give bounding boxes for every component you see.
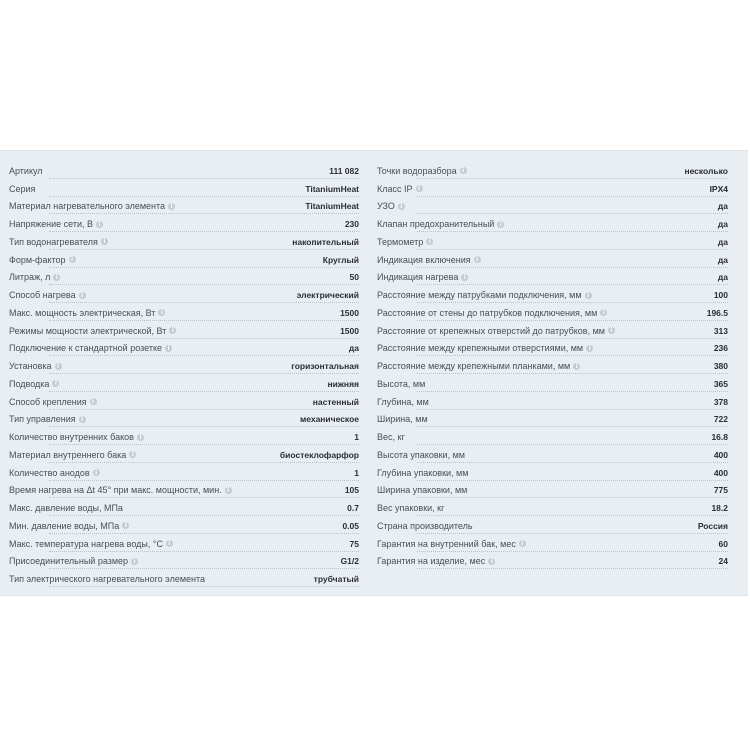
info-icon[interactable]: i — [79, 292, 86, 299]
info-icon[interactable]: i — [52, 380, 59, 387]
spec-row — [377, 446, 728, 464]
spec-label — [377, 432, 408, 442]
info-icon[interactable]: i — [573, 363, 580, 370]
spec-label — [9, 539, 176, 549]
spec-value: 75 — [347, 539, 359, 549]
spec-row — [377, 198, 728, 216]
spec-label — [9, 414, 89, 424]
spec-label — [9, 556, 141, 566]
spec-label — [377, 343, 596, 353]
spec-row — [9, 286, 359, 304]
spec-row — [377, 393, 728, 411]
spec-row — [9, 375, 359, 393]
spec-value: да — [715, 201, 728, 211]
info-icon[interactable]: i — [586, 345, 593, 352]
spec-row — [9, 553, 359, 571]
spec-value: нижняя — [325, 379, 359, 389]
spec-value: электрический — [294, 290, 359, 300]
spec-value: 230 — [342, 219, 359, 229]
spec-value: 365 — [711, 379, 728, 389]
spec-label — [9, 272, 63, 282]
spec-label — [377, 361, 583, 371]
info-icon[interactable]: i — [519, 540, 526, 547]
spec-label-text: Макс. давление воды, МПа — [9, 503, 123, 514]
spec-row — [9, 482, 359, 500]
spec-label — [377, 397, 432, 407]
info-icon[interactable]: i — [497, 221, 504, 228]
spec-label — [377, 290, 595, 300]
spec-label-text: УЗО — [377, 201, 395, 212]
spec-value: 1500 — [337, 308, 359, 318]
info-icon[interactable]: i — [69, 256, 76, 263]
spec-label-text: Присоединительный размер — [9, 556, 129, 567]
spec-label-text: Глубина, мм — [377, 396, 429, 407]
spec-value: 111 082 — [326, 166, 359, 176]
spec-row — [9, 428, 359, 446]
spec-label-text: Гарантия на изделие, мес — [377, 556, 486, 567]
spec-label-text: Подключение к стандартной розетке — [9, 343, 162, 354]
info-icon[interactable]: i — [122, 522, 129, 529]
spec-value: 50 — [347, 272, 359, 282]
spec-value: 380 — [711, 361, 728, 371]
spec-row — [9, 393, 359, 411]
spec-label — [9, 308, 168, 318]
info-icon[interactable]: i — [101, 238, 108, 245]
spec-label-text: Высота упаковки, мм — [377, 449, 465, 460]
spec-label-text: Тип электрического нагревательного элемента — [9, 574, 206, 585]
spec-label-text: Гарантия на внутренний бак, мес — [377, 538, 516, 549]
spec-row — [9, 198, 359, 216]
spec-value: 400 — [711, 450, 728, 460]
spec-row — [377, 162, 728, 180]
spec-label-text: Количество анодов — [9, 467, 90, 478]
spec-label-text: Режимы мощности электрической, Вт — [9, 325, 167, 336]
info-icon[interactable]: i — [398, 203, 405, 210]
spec-label — [9, 184, 38, 194]
spec-label — [9, 326, 179, 336]
spec-row — [377, 482, 728, 500]
spec-label — [377, 201, 408, 211]
spec-label — [377, 379, 428, 389]
spec-label — [9, 503, 126, 513]
spec-label — [377, 414, 431, 424]
info-icon[interactable]: i — [53, 274, 60, 281]
spec-row — [377, 215, 728, 233]
spec-value: накопительный — [289, 237, 359, 247]
info-icon[interactable]: i — [488, 558, 495, 565]
spec-label — [9, 166, 46, 176]
spec-label — [377, 503, 447, 513]
info-icon[interactable]: i — [416, 185, 423, 192]
info-icon[interactable]: i — [90, 398, 97, 405]
spec-value: 1 — [351, 432, 359, 442]
spec-value: 775 — [711, 485, 728, 495]
spec-value: IPX4 — [707, 184, 728, 194]
spec-label-text: Материал внутреннего бака — [9, 449, 127, 460]
spec-label — [377, 255, 484, 265]
spec-row — [9, 322, 359, 340]
info-icon[interactable]: i — [474, 256, 481, 263]
spec-label — [9, 237, 111, 247]
spec-label-text: Расстояние от крепежных отверстий до патрубков, мм — [377, 325, 605, 336]
spec-value: TitaniumHeat — [302, 201, 359, 211]
spec-label-text: Артикул — [9, 165, 43, 176]
spec-row — [377, 340, 728, 358]
spec-label — [377, 272, 471, 282]
spec-label-text: Макс. мощность электрическая, Вт — [9, 307, 156, 318]
spec-row — [9, 446, 359, 464]
spec-label-text: Время нагрева на Δt 45° при макс. мощности, мин. — [9, 485, 222, 496]
spec-row — [9, 304, 359, 322]
spec-label-text: Количество внутренних баков — [9, 432, 134, 443]
spec-row — [9, 499, 359, 517]
spec-row — [377, 233, 728, 251]
spec-label-text: Способ крепления — [9, 396, 87, 407]
info-icon[interactable]: i — [96, 221, 103, 228]
info-icon[interactable]: i — [93, 469, 100, 476]
spec-label — [377, 237, 436, 247]
spec-row — [377, 428, 728, 446]
spec-label-text: Ширина, мм — [377, 414, 428, 425]
spec-label-text: Вес упаковки, кг — [377, 503, 445, 514]
spec-label-text: Вес, кг — [377, 432, 405, 443]
info-icon[interactable]: i — [79, 416, 86, 423]
spec-label-text: Материал нагревательного элемента — [9, 201, 166, 212]
spec-label-text: Расстояние от стены до патрубков подключения, мм — [377, 307, 598, 318]
spec-value: да — [715, 219, 728, 229]
spec-value: механическое — [297, 414, 359, 424]
spec-label-text: Серия — [9, 183, 36, 194]
spec-row — [377, 286, 728, 304]
spec-label — [377, 521, 476, 531]
spec-row — [9, 570, 359, 588]
info-icon[interactable]: i — [168, 203, 175, 210]
spec-row — [377, 304, 728, 322]
spec-label — [377, 184, 426, 194]
spec-value: 236 — [711, 343, 728, 353]
specifications-panel — [0, 150, 748, 596]
spec-label — [377, 539, 529, 549]
info-icon[interactable]: i — [158, 309, 165, 316]
spec-row — [377, 411, 728, 429]
spec-label-text: Макс. температура нагрева воды, °С — [9, 538, 163, 549]
spec-label-text: Ширина упаковки, мм — [377, 485, 468, 496]
spec-value: 16.8 — [708, 432, 728, 442]
spec-label-text: Тип управления — [9, 414, 76, 425]
spec-label — [9, 432, 147, 442]
spec-row — [377, 553, 728, 571]
info-icon[interactable]: i — [129, 451, 136, 458]
spec-label — [377, 166, 470, 176]
spec-value: да — [715, 272, 728, 282]
specs-column-right — [377, 162, 728, 570]
spec-label-text: Глубина упаковки, мм — [377, 467, 469, 478]
spec-value: 722 — [711, 414, 728, 424]
spec-value: 196.5 — [704, 308, 728, 318]
spec-label-text: Форм-фактор — [9, 254, 66, 265]
spec-value: 400 — [711, 468, 728, 478]
spec-label — [377, 485, 470, 495]
spec-value: 18.2 — [708, 503, 728, 513]
spec-label-text: Страна производитель — [377, 520, 473, 531]
spec-value: TitaniumHeat — [302, 184, 359, 194]
spec-label — [377, 556, 498, 566]
spec-row — [9, 340, 359, 358]
spec-row — [9, 162, 359, 180]
info-icon[interactable]: i — [600, 309, 607, 316]
spec-label — [9, 343, 175, 353]
spec-label — [9, 379, 62, 389]
info-icon[interactable]: i — [169, 327, 176, 334]
spec-value: 105 — [342, 485, 359, 495]
spec-row — [377, 375, 728, 393]
spec-label-text: Клапан предохранительный — [377, 219, 495, 230]
spec-value: G1/2 — [338, 556, 359, 566]
info-icon[interactable]: i — [608, 327, 615, 334]
spec-value: 1 — [351, 468, 359, 478]
spec-value: 100 — [711, 290, 728, 300]
spec-label — [9, 485, 235, 495]
spec-value: 1500 — [337, 326, 359, 336]
spec-label — [9, 574, 208, 584]
spec-row — [9, 215, 359, 233]
spec-value: 0.05 — [339, 521, 359, 531]
spec-value: трубчатый — [311, 574, 359, 584]
spec-label — [9, 450, 139, 460]
spec-label-text: Тип водонагревателя — [9, 236, 98, 247]
spec-value: 0.7 — [344, 503, 359, 513]
spec-row — [377, 357, 728, 375]
spec-label-text: Расстояние между крепежными планками, мм — [377, 361, 571, 372]
spec-label-text: Расстояние между патрубками подключения, мм — [377, 290, 582, 301]
info-icon[interactable]: i — [460, 167, 467, 174]
spec-row — [377, 322, 728, 340]
spec-label-text: Точки водоразбора — [377, 165, 457, 176]
spec-row — [9, 251, 359, 269]
spec-row — [9, 269, 359, 287]
spec-label — [377, 219, 507, 229]
info-icon[interactable]: i — [137, 434, 144, 441]
spec-value: настенный — [310, 397, 359, 407]
spec-label — [9, 201, 178, 211]
spec-value: да — [715, 237, 728, 247]
spec-label — [377, 450, 468, 460]
spec-label — [9, 521, 132, 531]
spec-label-text: Установка — [9, 361, 52, 372]
spec-label-text: Индикация включения — [377, 254, 471, 265]
spec-row — [9, 535, 359, 553]
spec-label — [377, 308, 610, 318]
spec-value: Россия — [695, 521, 728, 531]
spec-value: Круглый — [320, 255, 359, 265]
spec-label — [377, 468, 471, 478]
spec-row — [9, 180, 359, 198]
spec-label-text: Подводка — [9, 378, 50, 389]
spec-row — [377, 180, 728, 198]
spec-label-text: Мин. давление воды, МПа — [9, 520, 120, 531]
spec-label-text: Литраж, л — [9, 272, 51, 283]
spec-label — [377, 326, 618, 336]
spec-row — [9, 233, 359, 251]
info-icon[interactable]: i — [131, 558, 138, 565]
spec-row — [9, 464, 359, 482]
spec-label — [9, 468, 103, 478]
spec-label-text: Класс IP — [377, 183, 413, 194]
spec-value: несколько — [681, 166, 728, 176]
spec-label-text: Индикация нагрева — [377, 272, 459, 283]
info-icon[interactable]: i — [55, 363, 62, 370]
spec-value: 60 — [716, 539, 728, 549]
spec-value: 313 — [711, 326, 728, 336]
spec-value: биостеклофарфор — [277, 450, 359, 460]
info-icon[interactable]: i — [461, 274, 468, 281]
spec-label-text: Расстояние между крепежными отверстиями, мм — [377, 343, 584, 354]
spec-label-text: Напряжение сети, В — [9, 219, 94, 230]
spec-label — [9, 361, 65, 371]
spec-row — [377, 499, 728, 517]
spec-label — [9, 255, 79, 265]
specs-column-left — [9, 162, 359, 588]
spec-value: да — [715, 255, 728, 265]
spec-label-text: Высота, мм — [377, 378, 426, 389]
spec-label-text: Способ нагрева — [9, 290, 76, 301]
spec-label — [9, 397, 100, 407]
spec-label — [9, 290, 89, 300]
spec-value: да — [346, 343, 359, 353]
spec-row — [377, 251, 728, 269]
spec-label — [9, 219, 106, 229]
info-icon[interactable]: i — [165, 345, 172, 352]
spec-label-text: Термометр — [377, 236, 424, 247]
spec-row — [377, 464, 728, 482]
spec-value: горизонтальная — [288, 361, 359, 371]
spec-row — [9, 517, 359, 535]
spec-value: 378 — [711, 397, 728, 407]
spec-row — [377, 269, 728, 287]
spec-value: 24 — [716, 556, 728, 566]
info-icon[interactable]: i — [225, 487, 232, 494]
info-icon[interactable]: i — [166, 540, 173, 547]
spec-row — [9, 411, 359, 429]
spec-row — [377, 517, 728, 535]
info-icon[interactable]: i — [585, 292, 592, 299]
spec-row — [9, 357, 359, 375]
spec-row — [377, 535, 728, 553]
info-icon[interactable]: i — [426, 238, 433, 245]
